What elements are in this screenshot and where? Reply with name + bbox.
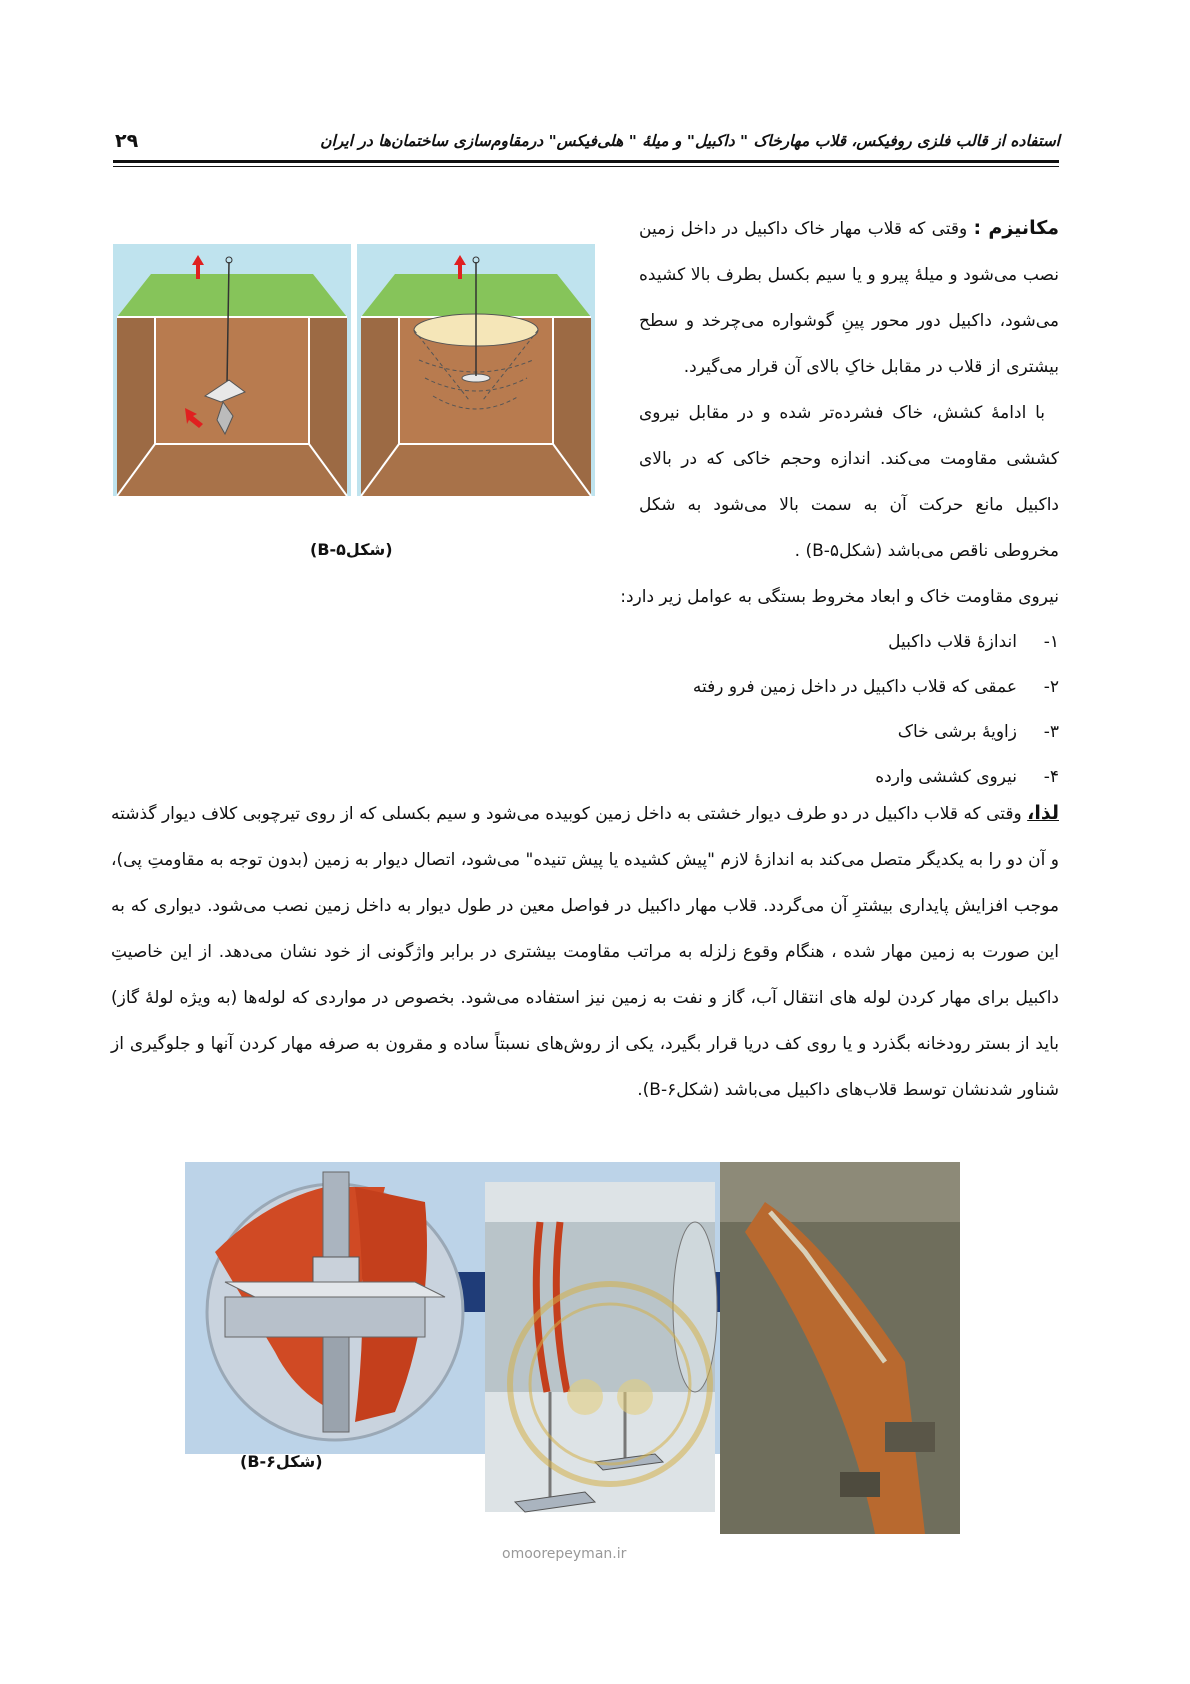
page-number: ۲۹ [115, 130, 139, 152]
header-rule-thick [113, 160, 1059, 163]
mechanism-paragraph [639, 205, 1059, 574]
list-item: ۴-نیروی کششی وارده [875, 767, 1059, 787]
diagram-panel-rotated-anchor [113, 244, 351, 496]
mechanism-text-2: با ادامهٔ کشش، خاک فشرده‌تر شده و در مقابل نیروی کششی مقاومت می‌کند. اندازه وحجم خاکی که در بالای داکبیل مانع حرکت آن به سمت بالا می‌شود به شکل مخروطی ناقص می‌باشد (شکلB-۵) . [639, 403, 1059, 561]
header-rule-thin [113, 166, 1059, 167]
mechanism-lead: مکانیزم : [973, 217, 1060, 239]
mechanism-text-1: وقتی که قلاب مهار خاک داکبیل در داخل زمین نصب می‌شود و میلهٔ پیرو و یا سیم بکسل بطرف بالا کشیده می‌شود، داکبیل دور محور پینِ گوشواره می‌چرخد و سطح بیشتری از قلاب در مقابل خاکِ بالای آن قرار می‌گیرد. [639, 219, 1059, 377]
diagram-panel-soil-cone [357, 244, 595, 496]
conclusion-text: وقتی که قلاب داکبیل در دو طرف دیوار خشتی به داخل زمین کوبیده می‌شود و سیم بکسلی که از روی تیرچوبی کلاف دیوار گذشته و آن دو را به یکدیگر متصل می‌کند به اندازهٔ لازم "پیش کشیده یا پیش تنیده" می‌شود، اتصال دیوار به زمین (بدون توجه به مقاومتِ پی)، موجب افزایش پایداری بیشترِ آن می‌گردد. قلاب مهار داکبیل در فواصل معین در طول دیوار به داخل زمین نصب می‌شود. دیواری که به این صورت به زمین مهار شده ، هنگام وقوع زلزله به مراتب مقاومت بیشتری در برابر واژگونی از خود نشان می‌دهد. از این خاصیتِ داکبیل برای مهار کردن لوله های انتقال آب، گاز و نفت به زمین نیز استفاده می‌شود. بخصوص در مواردی که لوله‌ها (به ویژه لولهٔ گاز) باید از بستر رودخانه بگذرد و یا روی کف دریا قرار بگیرد، یکی از روش‌های نسبتاً ساده و مقرون به صرفه مهار کردن آنها و جلوگیری از شناور شدنشان توسط قلاب‌های داکبیل می‌باشد (شکلB-۶). [111, 804, 1059, 1100]
pipe-anchoring-illustration [185, 1162, 960, 1534]
conclusion-paragraph [111, 790, 1059, 1113]
figure-b5-caption: (شکلB-۵) [310, 540, 393, 559]
pipeline-photo [720, 1162, 960, 1534]
conclusion-lead: لذا، [1027, 802, 1059, 824]
figure-b6-caption: (شکلB-۶) [240, 1452, 323, 1471]
list-item: ۳-زاویهٔ برشی خاک [897, 722, 1059, 742]
watermark-site-text: omoorepeyman.ir [502, 1546, 627, 1562]
list-item: ۱-اندازهٔ قلاب داکبیل [888, 632, 1059, 652]
factors-list [159, 620, 1059, 800]
list-item: ۲-عمقی که قلاب داکبیل در داخل زمین فرو رفته [692, 677, 1059, 697]
duckbill-anchor-diagram [113, 244, 595, 496]
factors-intro: نیروی مقاومت خاک و ابعاد مخروط بستگی به عوامل زیر دارد: [620, 587, 1059, 607]
running-header-title: استفاده از قالب فلزی روفیکس، قلاب مهارخاک " داکبیل" و میلهٔ " هلی‌فیکس" درمقاوم‌سازی ساختمان‌ها در ایران [320, 132, 1060, 150]
